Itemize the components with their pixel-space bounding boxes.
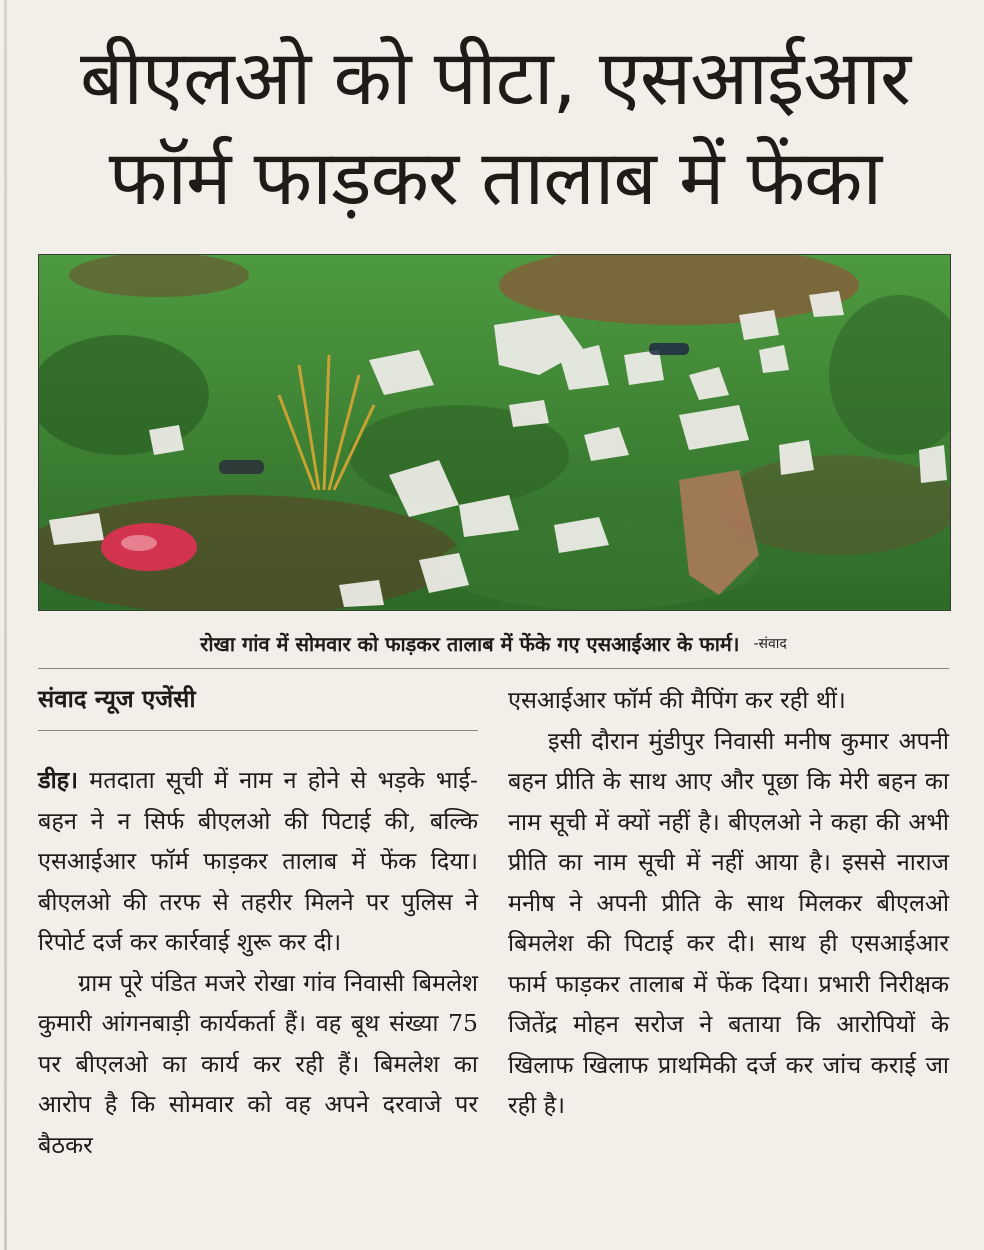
divider [38,668,949,669]
dateline: डीह। [38,766,79,794]
headline [30,28,960,228]
photo-caption [38,624,949,662]
soil-patch [69,255,249,297]
right-column [508,680,949,1126]
caption-credit: -संवाद [753,635,787,652]
news-photo [38,254,951,611]
debris [219,460,264,474]
paragraph-2: ग्राम पूरे पंडित मजरे रोखा गांव निवासी बिमलेश कुमारी आंगनबाड़ी कार्यकर्ता हैं। वह बूथ संख्या 75 पर बीएलओ का कार्य कर रही हैं। बिमलेश का आरोप है कि सोमवार को वह अपने दरवाजे पर बैठकर [38,968,478,1159]
byline-divider [38,730,478,731]
caption-text: रोखा गांव में सोमवार को फाड़कर तालाब में फेंके गए एसआईआर के फार्म। [200,631,740,656]
byline: संवाद न्यूज एजेंसी [38,685,196,713]
headline-line-1: बीएलओ को पीटा, एसआईआर [79,33,911,122]
headline-line-2: फॉर्म फाड़कर तालाब में फेंका [108,133,882,222]
paragraph-3: एसआईआर फॉर्म की मैपिंग कर रही थीं। [508,686,846,714]
left-column [38,760,478,1165]
paragraph-4: इसी दौरान मुंडीपुर निवासी मनीष कुमार अपनी बहन प्रीति के साथ आए और पूछा कि मेरी बहन का नाम सूची में क्यों नहीं है। बीएलओ ने कहा की अभी प्रीति का नाम सूची में नहीं आया है। इससे नाराज मनीष ने अपनी प्रीति के साथ मिलकर बीएलओ बिमलेश की पिटाई कर दी। साथ ही एसआईआर फार्म फाड़कर तालाब में फेंक दिया। प्रभारी निरीक्षक जितेंद्र मोहन सरोज ने बताया कि आरोपियों के खिलाफ खिलाफ प्राथमिकी दर्ज कर जांच कराई जा रही है। [508,726,949,1119]
paragraph-1 [38,760,478,963]
photo-illustration [39,255,950,610]
debris [649,343,689,355]
page-edge [4,0,7,1250]
paragraph-1-text: मतदाता सूची में नाम न होने से भड़के भाई-बहन ने न सिर्फ बीएलओ की पिटाई की, बल्कि एसआईआर फॉर्म फाड़कर तालाब में फेंक दिया। बीएलओ की तरफ से तहरीर मिलने पर पुलिस ने रिपोर्ट दर्ज कर कार्रवाई शुरू कर दी। [38,766,478,956]
